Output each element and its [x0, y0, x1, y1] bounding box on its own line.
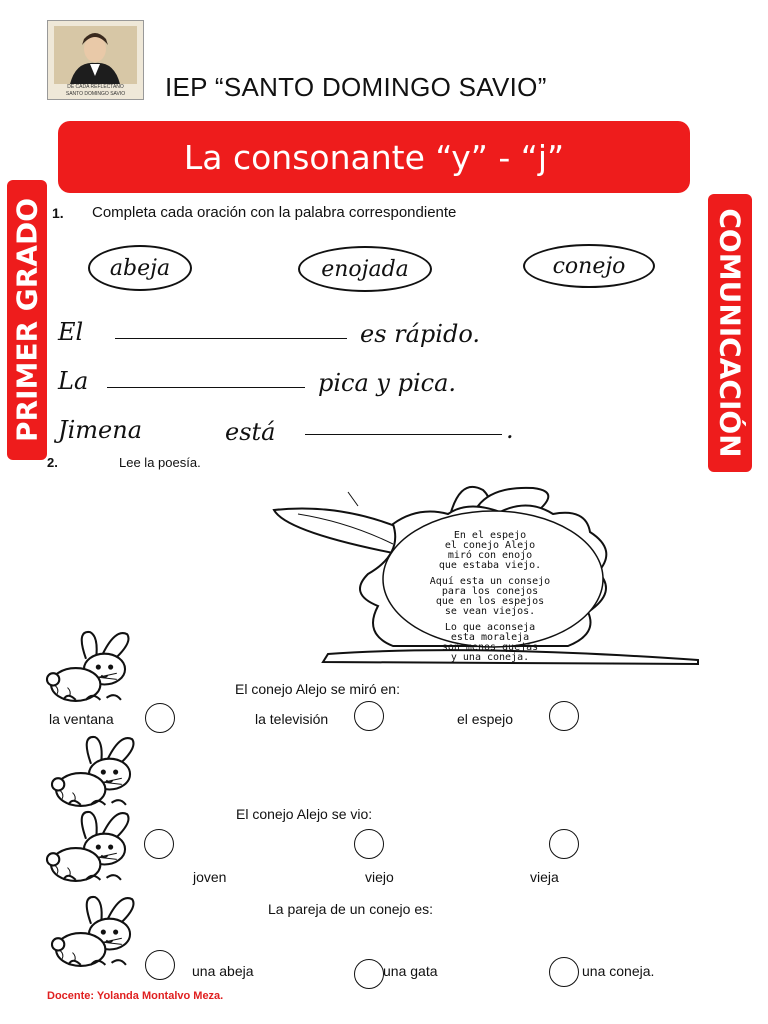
word-oval-abeja [88, 245, 192, 291]
question-2-prompt: El conejo Alejo se vio: [236, 806, 373, 822]
q3-option-3-circle[interactable] [549, 957, 579, 987]
poem-line: para los conejos [441, 586, 539, 597]
section-2-instruction: Lee la poesía. [119, 455, 201, 470]
sentence-2-end: pica y pica. [318, 369, 457, 397]
q1-option-2-label: la televisión [255, 711, 329, 727]
portrait-image [47, 20, 144, 100]
q2-option-3-circle[interactable] [549, 829, 579, 859]
sentence-1-start: El [58, 318, 84, 346]
subject-side-text: COMUNICACIÓN [713, 208, 747, 458]
q3-option-2-circle[interactable] [354, 959, 384, 989]
bunny-icon [45, 733, 137, 809]
portrait-caption-2: SANTO DOMINGO SAVIO [65, 91, 126, 97]
poem-line: Aquí esta un consejo [429, 576, 551, 587]
word-abeja: abeja [109, 255, 171, 281]
bunny-icon [40, 808, 132, 884]
sentence-1-end: es rápido. [360, 320, 480, 348]
portrait-caption: DE CADA REFLECTANO [67, 84, 124, 90]
q2-option-1-label: joven [193, 869, 227, 885]
q1-option-2-circle[interactable] [354, 701, 384, 731]
sentence-3-start: Jimena [58, 416, 143, 444]
poem-line: el conejo Alejo [444, 540, 536, 551]
blank-line-2[interactable] [107, 387, 305, 388]
poem-line: miró con enojo [447, 550, 533, 561]
bunny-icon [45, 893, 137, 969]
page-title [58, 121, 690, 193]
word-oval-conejo [523, 244, 655, 288]
q1-option-3-label: el espejo [457, 711, 514, 727]
teacher-credit: Docente: Yolanda Montalvo Meza. [47, 990, 224, 1002]
question-3-prompt: La pareja de un conejo es: [268, 901, 434, 917]
q1-option-3-circle[interactable] [549, 701, 579, 731]
grade-side-text: PRIMER GRADO [10, 197, 44, 443]
blank-line-1[interactable] [115, 338, 347, 339]
poem-line: En el espejo [453, 530, 527, 541]
subject-side-banner [708, 194, 752, 472]
school-name: IEP “SANTO DOMINGO SAVIO” [165, 72, 547, 102]
q3-option-1-label: una abeja [192, 963, 254, 979]
sentence-3-end: . [506, 416, 514, 444]
q2-option-3-label: vieja [530, 869, 559, 885]
sentence-3-mid: está [225, 418, 276, 446]
poem-line: Lo que aconseja [444, 622, 536, 633]
q3-option-1-circle[interactable] [145, 950, 175, 980]
bunny-icon [40, 628, 132, 704]
poem-line: son menos quejas [441, 642, 539, 653]
poem-line: que estaba viejo. [438, 560, 542, 571]
q1-option-1-circle[interactable] [145, 703, 175, 733]
word-conejo: conejo [552, 253, 626, 279]
q2-option-2-circle[interactable] [354, 829, 384, 859]
word-oval-enojada [298, 246, 432, 292]
question-1-prompt: El conejo Alejo se miró en: [235, 681, 400, 697]
q3-option-2-label: una gata [383, 963, 438, 979]
grade-side-banner [7, 180, 47, 460]
poem-line: y una coneja. [450, 652, 530, 663]
poem-line: esta moraleja [450, 632, 530, 643]
poem-line: que en los espejos [435, 596, 545, 607]
section-1-number: 1. [52, 205, 64, 221]
page-title-text: La consonante “y” - “j” [183, 137, 565, 177]
poem-line: se vean viejos. [444, 606, 536, 617]
q2-option-1-circle[interactable] [144, 829, 174, 859]
section-2-number: 2. [47, 455, 58, 470]
q3-option-3-label: una coneja. [582, 963, 655, 979]
q1-option-1-label: la ventana [49, 711, 114, 727]
q2-option-2-label: viejo [365, 869, 394, 885]
section-1-instruction: Completa cada oración con la palabra correspondiente [92, 204, 457, 221]
word-enojada: enojada [321, 256, 409, 282]
blank-line-3[interactable] [305, 434, 502, 435]
sentence-2-start: La [58, 367, 89, 395]
poem-text [400, 531, 580, 663]
